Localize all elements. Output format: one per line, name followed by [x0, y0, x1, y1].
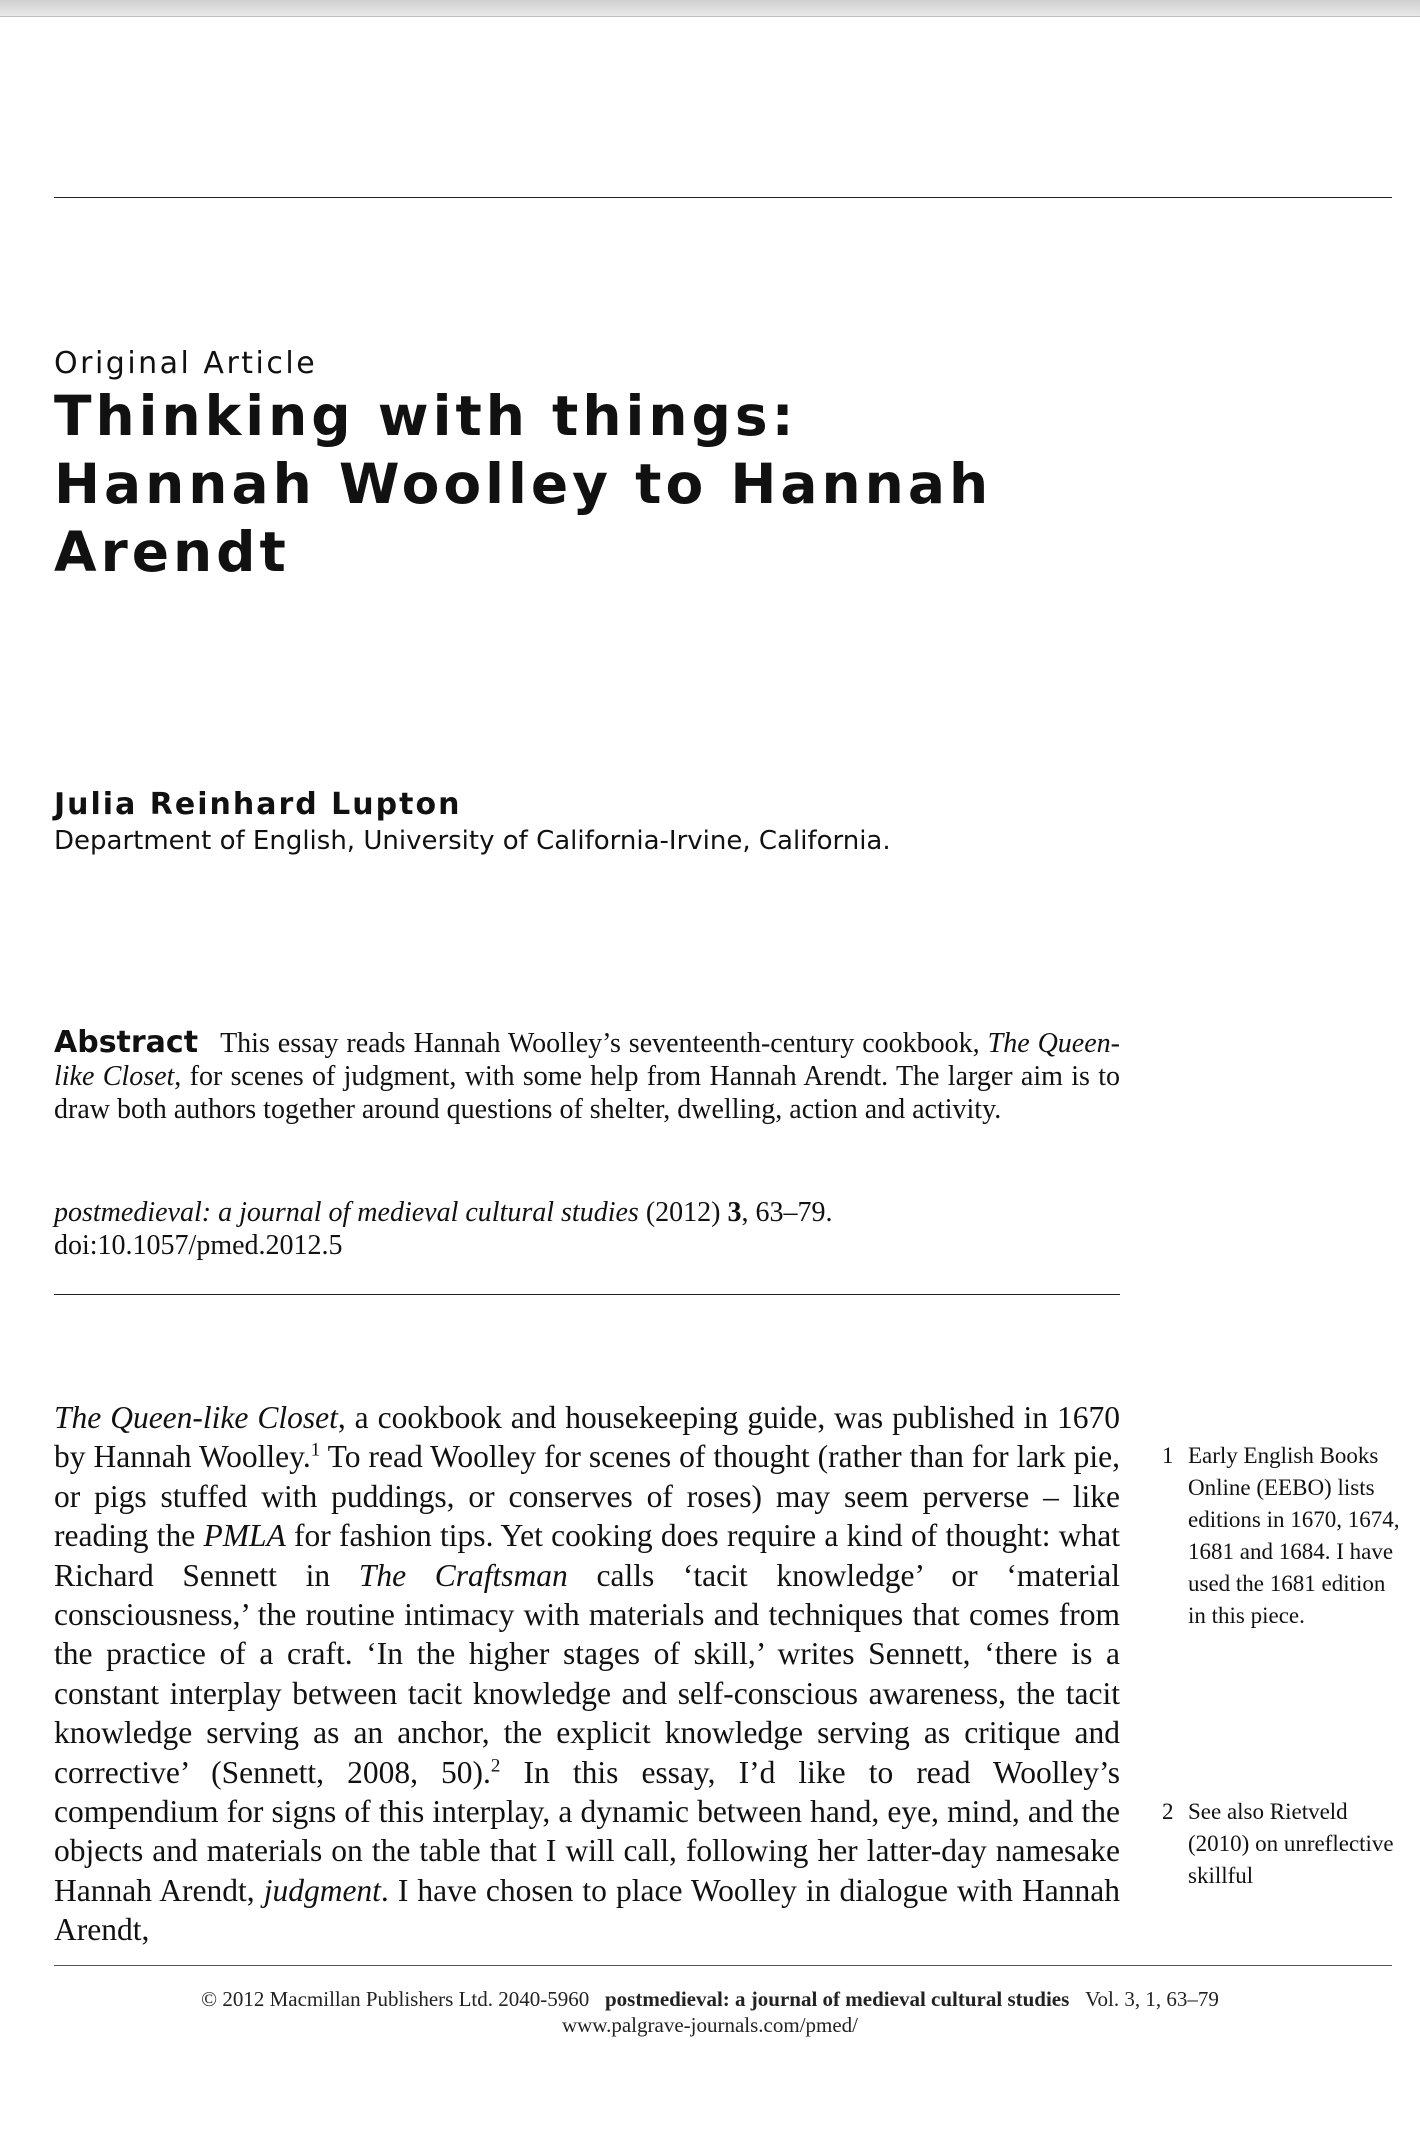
- body-segment: for fashion tips. Yet cooking does require a kind of thought: what Richard Sennett in: [54, 1518, 1120, 1593]
- body-segment: In this essay, I’d like to read Woolley’s compendium for signs of this interplay, a dynamic between hand, eye, mind, and the objects and materials on the table that I will call, following her latter-day namesake Hannah Arendt,: [54, 1754, 1120, 1908]
- page-footer: [0, 1986, 1420, 2038]
- citation-volume: 3: [727, 1197, 742, 1228]
- citation-year: (2012): [645, 1197, 721, 1228]
- body-text: [54, 1398, 1120, 1950]
- citation-line: [54, 1196, 1120, 1229]
- abstract-book-title: The Queen-like Closet: [54, 1028, 1120, 1092]
- footer-line-1: [0, 1986, 1420, 2012]
- body-segment: . I have chosen to place Woolley in dialogue with Hannah Arendt,: [54, 1872, 1120, 1948]
- abstract-label: Abstract: [54, 1025, 199, 1060]
- article-type: Original Article: [54, 346, 318, 381]
- body-emphasis: judgment: [263, 1872, 381, 1908]
- footnote-number: 2: [1162, 1799, 1174, 1824]
- abstract-text-2: , for scenes of judgment, with some help from Hannah Arendt. The larger aim is to draw both authors together around questions of shelter, dwelling, action and activity.: [54, 1061, 1120, 1125]
- footnote-ref-2[interactable]: 2: [490, 1755, 501, 1777]
- body-segment: , a cookbook and housekeeping guide, was published in 1670 by Hannah Woolley.: [54, 1400, 1120, 1475]
- footnote-text: Early English Books Online (EEBO) lists editions in 1670, 1674, 1681 and 1684. I have used the 1681 edition in this piece.: [1188, 1443, 1400, 1628]
- footer-journal: postmedieval: a journal of medieval cultural studies: [604, 1987, 1070, 2011]
- footer-volume: Vol. 3, 1, 63–79: [1085, 1987, 1219, 2011]
- author-name: Julia Reinhard Lupton: [54, 787, 462, 822]
- abstract: [54, 1026, 1120, 1126]
- citation-pages: , 63–79.: [741, 1197, 833, 1228]
- citation-doi: doi:10.1057/pmed.2012.5: [54, 1230, 343, 1261]
- body-segment: calls ‘tacit knowledge’ or ‘material consciousness,’ the routine intimacy with materials and techniques that comes from the practice of a craft. ‘In the higher stages of skill,’ writes Sennett, ‘there is a constant interplay between tacit knowledge and self-conscious awareness, the tacit knowledge serving as an anchor, the explicit knowledge serving as critique and corrective’ (Sennett, 2008, 50).: [54, 1557, 1121, 1790]
- body-paragraph: [54, 1398, 1120, 1950]
- body-segment: To read Woolley for scenes of thought (rather than for lark pie, or pigs stuffed with puddings, or conserves of roses) may seem perverse – like reading the: [54, 1439, 1120, 1554]
- abstract-rule: [54, 1294, 1120, 1295]
- footnote-text: See also Rietveld (2010) on unreflective skillful: [1188, 1799, 1394, 1888]
- author-affiliation: Department of English, University of California-Irvine, California.: [54, 826, 891, 856]
- citation: [54, 1196, 1120, 1262]
- citation-journal: postmedieval: a journal of medieval cultural studies: [54, 1197, 639, 1228]
- top-rule: [54, 197, 1392, 198]
- footnote-1: [1162, 1440, 1402, 1632]
- body-book-title: The Queen-like Closet: [54, 1400, 338, 1435]
- viewer-top-bar: [0, 0, 1420, 17]
- footnote-ref-1[interactable]: 1: [310, 1439, 321, 1461]
- article-title: Thinking with things: Hannah Woolley to Hannah Arendt: [54, 384, 993, 584]
- footnote-2: [1162, 1796, 1402, 1892]
- footer-rule: [54, 1965, 1392, 1966]
- abstract-text-1: This essay reads Hannah Woolley’s seventeenth-century cookbook,: [220, 1028, 980, 1059]
- footer-copyright: © 2012 Macmillan Publishers Ltd. 2040-5960: [201, 1987, 590, 2011]
- footnote-number: 1: [1162, 1443, 1174, 1468]
- body-book-title: The Craftsman: [358, 1557, 568, 1593]
- footer-url[interactable]: www.palgrave-journals.com/pmed/: [561, 2013, 859, 2037]
- body-journal-name: PMLA: [203, 1518, 286, 1554]
